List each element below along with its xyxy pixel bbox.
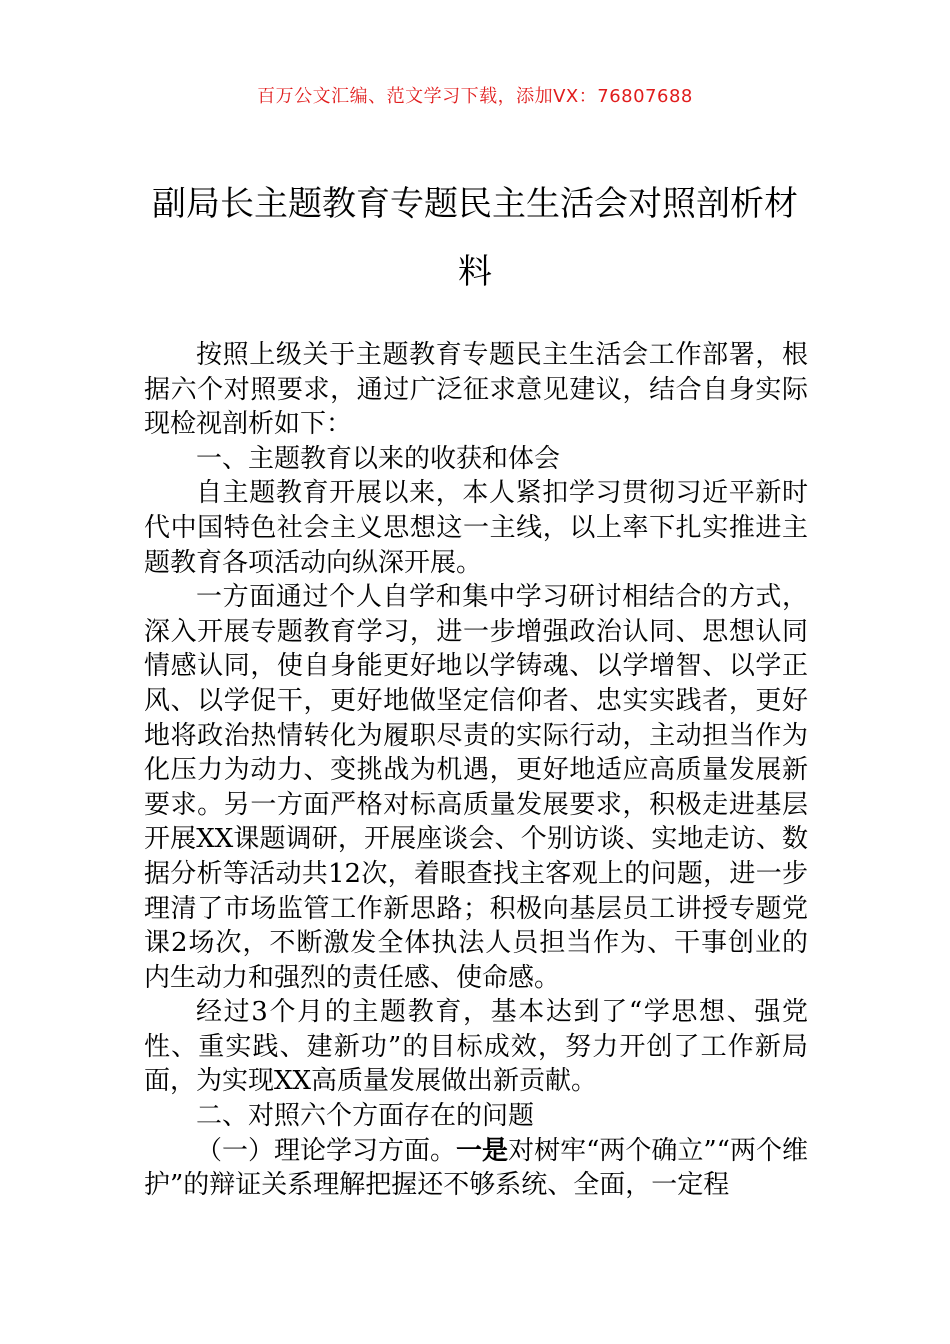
document-body — [144, 338, 808, 1203]
bold-marker: 一是 — [456, 1135, 509, 1166]
paragraph-4: 经过3个月的主题教育，基本达到了“学思想、强党性、重实践、建新功”的目标成效，努力开创了工作新局面，为实现XX高质量发展做出新贡献。 — [144, 997, 808, 1097]
subsection-lead: （一）理论学习方面。 — [196, 1135, 457, 1166]
paragraph-2: 自主题教育开展以来，本人紧扣学习贯彻习近平新时代中国特色社会主义思想这一主线，以上率下扎实推进主题教育各项活动向纵深开展。 — [144, 478, 808, 578]
section-heading-1: 一、主题教育以来的收获和体会 — [196, 443, 561, 474]
document-title: 副局长主题教育专题民主生活会对照剖析材料 — [152, 184, 798, 292]
intro-paragraph: 按照上级关于主题教育专题民主生活会工作部署，根据六个对照要求，通过广泛征求意见建议，结合自身实际现检视剖析如下： — [144, 340, 808, 440]
paragraph-5 — [144, 1134, 808, 1203]
watermark-banner: 百万公文汇编、范文学习下载，添加VX：76807688 — [257, 86, 693, 107]
paragraph-5-text: 对树牢“两个确立”“两个维护”的辩证关系理解把握还不够系统、全面，一定程 — [144, 1135, 808, 1201]
paragraph-3: 一方面通过个人自学和集中学习研讨相结合的方式，深入开展专题教育学习，进一步增强政治认同、思想认同情感认同，使自身能更好地以学铸魂、以学增智、以学正风、以学促干，更好地做坚定信仰者、忠实实践者，更好地将政治热情转化为履职尽责的实际行动，主动担当作为化压力为动力、变挑战为机遇，更好地适应高质量发展新要求。另一方面严格对标高质量发展要求，积极走进基层开展XX课题调研，开展座谈会、个别访谈、实地走访、数据分析等活动共12次，着眼查找主客观上的问题，进一步理清了市场监管工作新思路；积极向基层员工讲授专题党课2场次，不断激发全体执法人员担当作为、干事创业的内生动力和强烈的责任感、使命感。 — [144, 582, 808, 993]
section-heading-2: 二、对照六个方面存在的问题 — [196, 1101, 535, 1132]
